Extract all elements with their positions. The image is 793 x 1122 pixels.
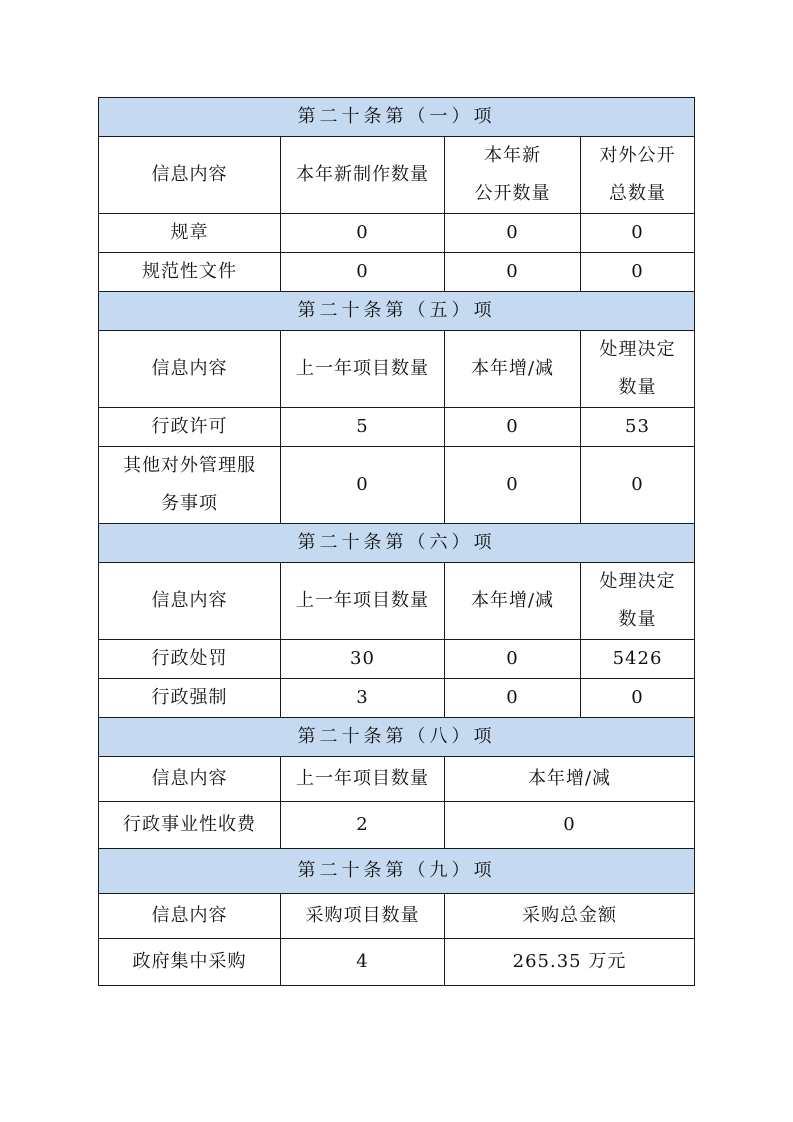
value-cell: 5426 (581, 640, 695, 679)
header-line: 本年新 (484, 145, 541, 166)
header-line: 数量 (618, 377, 657, 398)
header-cell: 信息内容 (99, 563, 281, 640)
section-title: 第二十条第（八）项 (99, 718, 695, 757)
section-title: 第二十条第（九）项 (99, 849, 695, 894)
row-label: 行政强制 (99, 679, 281, 718)
header-line: 处理决定 (599, 339, 676, 360)
value-cell: 3 (281, 679, 445, 718)
value-cell: 0 (581, 214, 695, 253)
value-cell: 0 (445, 447, 581, 524)
header-cell (581, 137, 695, 214)
section-title-row (99, 292, 695, 331)
table-row (99, 640, 695, 679)
row-label: 行政处罚 (99, 640, 281, 679)
header-row (99, 757, 695, 802)
value-cell: 0 (445, 253, 581, 292)
section-title: 第二十条第（六）项 (99, 524, 695, 563)
value-cell: 0 (581, 679, 695, 718)
table-row (99, 939, 695, 986)
disclosure-statistics-table (98, 97, 695, 986)
row-label: 行政许可 (99, 408, 281, 447)
section-title-row (99, 524, 695, 563)
header-cell: 采购项目数量 (281, 894, 445, 939)
header-cell: 信息内容 (99, 757, 281, 802)
value-cell: 0 (445, 802, 695, 849)
table-row (99, 802, 695, 849)
header-cell: 信息内容 (99, 137, 281, 214)
value-cell: 0 (445, 679, 581, 718)
value-cell: 30 (281, 640, 445, 679)
value-cell: 265.35 万元 (445, 939, 695, 986)
table-row (99, 679, 695, 718)
section-title-row (99, 98, 695, 137)
row-label-line: 其他对外管理服 (123, 455, 256, 476)
table-row (99, 408, 695, 447)
header-cell: 本年增/减 (445, 563, 581, 640)
value-cell: 0 (581, 253, 695, 292)
header-cell: 采购总金额 (445, 894, 695, 939)
table-row (99, 447, 695, 524)
value-cell: 0 (281, 214, 445, 253)
header-line: 总数量 (609, 183, 666, 204)
section-title-row (99, 718, 695, 757)
header-line: 处理决定 (599, 571, 676, 592)
header-cell (581, 563, 695, 640)
header-line: 公开数量 (474, 183, 551, 204)
value-cell: 2 (281, 802, 445, 849)
header-line: 数量 (618, 609, 657, 630)
row-label-line: 务事项 (161, 493, 218, 514)
table-row (99, 214, 695, 253)
section-title-row (99, 849, 695, 894)
header-cell (445, 137, 581, 214)
header-cell: 本年新制作数量 (281, 137, 445, 214)
header-row (99, 563, 695, 640)
value-cell: 0 (281, 447, 445, 524)
row-label: 政府集中采购 (99, 939, 281, 986)
header-cell: 信息内容 (99, 331, 281, 408)
table-row (99, 253, 695, 292)
header-cell (581, 331, 695, 408)
row-label: 规章 (99, 214, 281, 253)
value-cell: 0 (445, 640, 581, 679)
value-cell: 4 (281, 939, 445, 986)
header-row (99, 894, 695, 939)
value-cell: 0 (581, 447, 695, 524)
header-cell: 上一年项目数量 (281, 331, 445, 408)
header-line: 对外公开 (599, 145, 676, 166)
row-label (99, 447, 281, 524)
header-cell: 信息内容 (99, 894, 281, 939)
value-cell: 0 (281, 253, 445, 292)
value-cell: 53 (581, 408, 695, 447)
row-label: 规范性文件 (99, 253, 281, 292)
header-row (99, 137, 695, 214)
value-cell: 5 (281, 408, 445, 447)
section-title: 第二十条第（五）项 (99, 292, 695, 331)
value-cell: 0 (445, 214, 581, 253)
header-cell: 上一年项目数量 (281, 563, 445, 640)
section-title: 第二十条第（一）项 (99, 98, 695, 137)
value-cell: 0 (445, 408, 581, 447)
header-cell: 本年增/减 (445, 757, 695, 802)
header-cell: 上一年项目数量 (281, 757, 445, 802)
disclosure-statistics-sheet (98, 97, 694, 986)
header-row (99, 331, 695, 408)
header-cell: 本年增/减 (445, 331, 581, 408)
row-label: 行政事业性收费 (99, 802, 281, 849)
